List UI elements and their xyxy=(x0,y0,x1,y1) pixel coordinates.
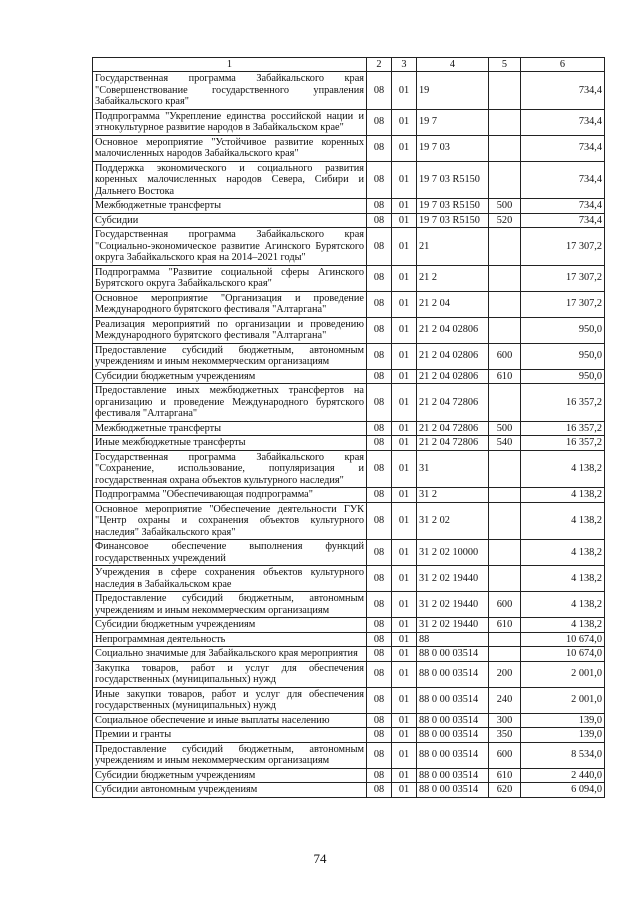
item-name-cell: Субсидии бюджетным учреждениям xyxy=(93,369,367,384)
table-row xyxy=(93,647,605,662)
item-name-cell: Предоставление субсидий бюджетным, автономным учреждениям и иным некоммерческим организациям xyxy=(93,742,367,768)
table-row xyxy=(93,768,605,783)
table-row xyxy=(93,728,605,743)
item-name-cell: Субсидии автономным учреждениям xyxy=(93,783,367,798)
target-article-cell: 21 2 04 72806 xyxy=(417,384,489,422)
table-row xyxy=(93,161,605,199)
subsection-code-cell: 01 xyxy=(392,265,417,291)
target-article-cell: 21 2 04 72806 xyxy=(417,421,489,436)
section-code-cell: 08 xyxy=(367,592,392,618)
subsection-code-cell: 01 xyxy=(392,161,417,199)
section-code-cell: 08 xyxy=(367,502,392,540)
expense-type-cell xyxy=(489,317,521,343)
target-article-cell: 88 0 00 03514 xyxy=(417,647,489,662)
amount-cell: 4 138,2 xyxy=(521,540,605,566)
item-name-cell: Социальное обеспечение и иные выплаты населению xyxy=(93,713,367,728)
item-name-cell: Основное мероприятие "Организация и проведение Международного бурятского фестиваля "Алтаргана" xyxy=(93,291,367,317)
table-row xyxy=(93,592,605,618)
amount-cell: 6 094,0 xyxy=(521,783,605,798)
target-article-cell: 88 0 00 03514 xyxy=(417,783,489,798)
header-cell: 3 xyxy=(392,58,417,72)
section-code-cell: 08 xyxy=(367,199,392,214)
target-article-cell: 88 0 00 03514 xyxy=(417,728,489,743)
expense-type-cell: 620 xyxy=(489,783,521,798)
amount-cell: 16 357,2 xyxy=(521,421,605,436)
item-name-cell: Субсидии бюджетным учреждениям xyxy=(93,768,367,783)
amount-cell: 139,0 xyxy=(521,728,605,743)
subsection-code-cell: 01 xyxy=(392,502,417,540)
amount-cell: 734,4 xyxy=(521,72,605,110)
item-name-cell: Закупка товаров, работ и услуг для обеспечения государственных (муниципальных) нужд xyxy=(93,661,367,687)
section-code-cell: 08 xyxy=(367,369,392,384)
section-code-cell: 08 xyxy=(367,343,392,369)
expense-type-cell: 300 xyxy=(489,713,521,728)
amount-cell: 950,0 xyxy=(521,317,605,343)
item-name-cell: Предоставление субсидий бюджетным, автономным учреждениям и иным некоммерческим организациям xyxy=(93,343,367,369)
table-row xyxy=(93,265,605,291)
section-code-cell: 08 xyxy=(367,384,392,422)
target-article-cell: 19 7 03 R5150 xyxy=(417,199,489,214)
target-article-cell: 88 0 00 03514 xyxy=(417,687,489,713)
section-code-cell: 08 xyxy=(367,632,392,647)
expense-type-cell: 500 xyxy=(489,199,521,214)
target-article-cell: 21 xyxy=(417,228,489,266)
table-row xyxy=(93,450,605,488)
amount-cell: 734,4 xyxy=(521,109,605,135)
expense-type-cell: 520 xyxy=(489,213,521,228)
section-code-cell: 08 xyxy=(367,109,392,135)
subsection-code-cell: 01 xyxy=(392,384,417,422)
target-article-cell: 19 xyxy=(417,72,489,110)
subsection-code-cell: 01 xyxy=(392,369,417,384)
subsection-code-cell: 01 xyxy=(392,783,417,798)
table-row xyxy=(93,213,605,228)
section-code-cell: 08 xyxy=(367,728,392,743)
target-article-cell: 88 0 00 03514 xyxy=(417,742,489,768)
table-row xyxy=(93,199,605,214)
amount-cell: 17 307,2 xyxy=(521,291,605,317)
section-code-cell: 08 xyxy=(367,713,392,728)
expense-type-cell xyxy=(489,632,521,647)
subsection-code-cell: 01 xyxy=(392,109,417,135)
amount-cell: 10 674,0 xyxy=(521,632,605,647)
target-article-cell: 21 2 04 72806 xyxy=(417,436,489,451)
table-row xyxy=(93,228,605,266)
amount-cell: 950,0 xyxy=(521,369,605,384)
section-code-cell: 08 xyxy=(367,228,392,266)
amount-cell: 734,4 xyxy=(521,135,605,161)
section-code-cell: 08 xyxy=(367,566,392,592)
subsection-code-cell: 01 xyxy=(392,421,417,436)
section-code-cell: 08 xyxy=(367,540,392,566)
section-code-cell: 08 xyxy=(367,742,392,768)
item-name-cell: Основное мероприятие "Устойчивое развитие коренных малочисленных народов Забайкальского края" xyxy=(93,135,367,161)
expense-type-cell: 200 xyxy=(489,661,521,687)
amount-cell: 16 357,2 xyxy=(521,436,605,451)
subsection-code-cell: 01 xyxy=(392,728,417,743)
expense-type-cell xyxy=(489,135,521,161)
expense-type-cell xyxy=(489,540,521,566)
subsection-code-cell: 01 xyxy=(392,647,417,662)
item-name-cell: Иные межбюджетные трансферты xyxy=(93,436,367,451)
subsection-code-cell: 01 xyxy=(392,436,417,451)
table-row xyxy=(93,291,605,317)
subsection-code-cell: 01 xyxy=(392,228,417,266)
item-name-cell: Поддержка экономического и социального развития коренных малочисленных народов Севера, Сибири и Дальнего Востока xyxy=(93,161,367,199)
header-cell: 5 xyxy=(489,58,521,72)
amount-cell: 734,4 xyxy=(521,213,605,228)
table-row xyxy=(93,488,605,503)
section-code-cell: 08 xyxy=(367,317,392,343)
subsection-code-cell: 01 xyxy=(392,540,417,566)
section-code-cell: 08 xyxy=(367,291,392,317)
subsection-code-cell: 01 xyxy=(392,566,417,592)
table-row xyxy=(93,317,605,343)
target-article-cell: 21 2 04 xyxy=(417,291,489,317)
header-cell: 4 xyxy=(417,58,489,72)
target-article-cell: 21 2 xyxy=(417,265,489,291)
table-row xyxy=(93,72,605,110)
table-row xyxy=(93,742,605,768)
expense-type-cell xyxy=(489,647,521,662)
table-row xyxy=(93,618,605,633)
target-article-cell: 31 2 02 19440 xyxy=(417,618,489,633)
expense-type-cell: 600 xyxy=(489,343,521,369)
expense-type-cell: 500 xyxy=(489,421,521,436)
subsection-code-cell: 01 xyxy=(392,291,417,317)
amount-cell: 139,0 xyxy=(521,713,605,728)
item-name-cell: Предоставление иных межбюджетных трансфертов на организацию и проведение Международного бурятского фестиваля "Алтаргана" xyxy=(93,384,367,422)
expense-type-cell xyxy=(489,450,521,488)
table-row xyxy=(93,783,605,798)
item-name-cell: Иные закупки товаров, работ и услуг для обеспечения государственных (муниципальных) нужд xyxy=(93,687,367,713)
expense-type-cell: 600 xyxy=(489,742,521,768)
expense-type-cell: 240 xyxy=(489,687,521,713)
table-row xyxy=(93,384,605,422)
subsection-code-cell: 01 xyxy=(392,72,417,110)
subsection-code-cell: 01 xyxy=(392,687,417,713)
target-article-cell: 31 2 02 10000 xyxy=(417,540,489,566)
subsection-code-cell: 01 xyxy=(392,317,417,343)
item-name-cell: Непрограммная деятельность xyxy=(93,632,367,647)
expense-type-cell: 350 xyxy=(489,728,521,743)
item-name-cell: Межбюджетные трансферты xyxy=(93,199,367,214)
expense-type-cell xyxy=(489,161,521,199)
amount-cell: 4 138,2 xyxy=(521,618,605,633)
amount-cell: 950,0 xyxy=(521,343,605,369)
section-code-cell: 08 xyxy=(367,436,392,451)
section-code-cell: 08 xyxy=(367,213,392,228)
amount-cell: 4 138,2 xyxy=(521,502,605,540)
item-name-cell: Государственная программа Забайкальского края "Социально-экономическое развитие Агинского Бурятского округа Забайкальского края на 2014–2021 годы" xyxy=(93,228,367,266)
target-article-cell: 19 7 03 R5150 xyxy=(417,161,489,199)
section-code-cell: 08 xyxy=(367,135,392,161)
section-code-cell: 08 xyxy=(367,450,392,488)
target-article-cell: 88 xyxy=(417,632,489,647)
subsection-code-cell: 01 xyxy=(392,618,417,633)
expense-type-cell: 540 xyxy=(489,436,521,451)
section-code-cell: 08 xyxy=(367,647,392,662)
amount-cell: 734,4 xyxy=(521,199,605,214)
amount-cell: 17 307,2 xyxy=(521,228,605,266)
section-code-cell: 08 xyxy=(367,265,392,291)
target-article-cell: 88 0 00 03514 xyxy=(417,768,489,783)
table-row xyxy=(93,369,605,384)
page-number: 74 xyxy=(313,851,327,866)
expense-type-cell: 610 xyxy=(489,768,521,783)
header-cell: 6 xyxy=(521,58,605,72)
target-article-cell: 21 2 04 02806 xyxy=(417,317,489,343)
budget-table xyxy=(92,57,605,798)
table-row xyxy=(93,135,605,161)
target-article-cell: 19 7 03 R5150 xyxy=(417,213,489,228)
expense-type-cell xyxy=(489,384,521,422)
target-article-cell: 88 0 00 03514 xyxy=(417,661,489,687)
table-row xyxy=(93,421,605,436)
amount-cell: 2 001,0 xyxy=(521,687,605,713)
item-name-cell: Субсидии xyxy=(93,213,367,228)
expense-type-cell xyxy=(489,566,521,592)
amount-cell: 4 138,2 xyxy=(521,488,605,503)
subsection-code-cell: 01 xyxy=(392,713,417,728)
item-name-cell: Государственная программа Забайкальского края "Сохранение, использование, популяризация и государственная охрана объектов культурного наследия" xyxy=(93,450,367,488)
section-code-cell: 08 xyxy=(367,618,392,633)
item-name-cell: Предоставление субсидий бюджетным, автономным учреждениям и иным некоммерческим организациям xyxy=(93,592,367,618)
item-name-cell: Подпрограмма "Обеспечивающая подпрограмма" xyxy=(93,488,367,503)
target-article-cell: 31 xyxy=(417,450,489,488)
item-name-cell: Субсидии бюджетным учреждениям xyxy=(93,618,367,633)
expense-type-cell: 600 xyxy=(489,592,521,618)
expense-type-cell: 610 xyxy=(489,618,521,633)
section-code-cell: 08 xyxy=(367,783,392,798)
expense-type-cell xyxy=(489,291,521,317)
section-code-cell: 08 xyxy=(367,768,392,783)
section-code-cell: 08 xyxy=(367,687,392,713)
amount-cell: 734,4 xyxy=(521,161,605,199)
target-article-cell: 88 0 00 03514 xyxy=(417,713,489,728)
item-name-cell: Подпрограмма "Развитие социальной сферы Агинского Бурятского округа Забайкальского края" xyxy=(93,265,367,291)
amount-cell: 10 674,0 xyxy=(521,647,605,662)
item-name-cell: Основное мероприятие "Обеспечение деятельности ГУК "Центр охраны и сохранения объектов культурного наследия" Забайкальского края" xyxy=(93,502,367,540)
target-article-cell: 19 7 xyxy=(417,109,489,135)
item-name-cell: Межбюджетные трансферты xyxy=(93,421,367,436)
table-row xyxy=(93,109,605,135)
section-code-cell: 08 xyxy=(367,488,392,503)
header-cell: 2 xyxy=(367,58,392,72)
expense-type-cell xyxy=(489,265,521,291)
subsection-code-cell: 01 xyxy=(392,213,417,228)
expense-type-cell xyxy=(489,72,521,110)
amount-cell: 16 357,2 xyxy=(521,384,605,422)
table-row xyxy=(93,502,605,540)
section-code-cell: 08 xyxy=(367,161,392,199)
subsection-code-cell: 01 xyxy=(392,343,417,369)
item-name-cell: Подпрограмма "Укрепление единства российской нации и этнокультурное развитие народов в Забайкальском крае" xyxy=(93,109,367,135)
item-name-cell: Государственная программа Забайкальского края "Совершенствование государственного управления Забайкальского края" xyxy=(93,72,367,110)
amount-cell: 8 534,0 xyxy=(521,742,605,768)
target-article-cell: 21 2 04 02806 xyxy=(417,343,489,369)
target-article-cell: 31 2 02 19440 xyxy=(417,592,489,618)
subsection-code-cell: 01 xyxy=(392,135,417,161)
item-name-cell: Социально значимые для Забайкальского края мероприятия xyxy=(93,647,367,662)
expense-type-cell xyxy=(489,488,521,503)
amount-cell: 2 001,0 xyxy=(521,661,605,687)
section-code-cell: 08 xyxy=(367,421,392,436)
table-row xyxy=(93,713,605,728)
subsection-code-cell: 01 xyxy=(392,450,417,488)
table-row xyxy=(93,540,605,566)
table-body xyxy=(93,72,605,798)
section-code-cell: 08 xyxy=(367,72,392,110)
target-article-cell: 31 2 02 19440 xyxy=(417,566,489,592)
subsection-code-cell: 01 xyxy=(392,768,417,783)
target-article-cell: 31 2 02 xyxy=(417,502,489,540)
item-name-cell: Финансовое обеспечение выполнения функций государственных учреждений xyxy=(93,540,367,566)
subsection-code-cell: 01 xyxy=(392,632,417,647)
amount-cell: 4 138,2 xyxy=(521,592,605,618)
section-code-cell: 08 xyxy=(367,661,392,687)
amount-cell: 2 440,0 xyxy=(521,768,605,783)
item-name-cell: Премии и гранты xyxy=(93,728,367,743)
target-article-cell: 19 7 03 xyxy=(417,135,489,161)
table-row xyxy=(93,436,605,451)
subsection-code-cell: 01 xyxy=(392,661,417,687)
subsection-code-cell: 01 xyxy=(392,592,417,618)
expense-type-cell xyxy=(489,502,521,540)
table-row xyxy=(93,566,605,592)
table-row xyxy=(93,632,605,647)
item-name-cell: Реализация мероприятий по организации и проведению Международного бурятского фестиваля "Алтаргана" xyxy=(93,317,367,343)
table-row xyxy=(93,343,605,369)
subsection-code-cell: 01 xyxy=(392,488,417,503)
item-name-cell: Учреждения в сфере сохранения объектов культурного наследия в Забайкальском крае xyxy=(93,566,367,592)
expense-type-cell: 610 xyxy=(489,369,521,384)
table-row xyxy=(93,661,605,687)
amount-cell: 17 307,2 xyxy=(521,265,605,291)
subsection-code-cell: 01 xyxy=(392,199,417,214)
expense-type-cell xyxy=(489,228,521,266)
amount-cell: 4 138,2 xyxy=(521,566,605,592)
target-article-cell: 31 2 xyxy=(417,488,489,503)
header-cell: 1 xyxy=(93,58,367,72)
target-article-cell: 21 2 04 02806 xyxy=(417,369,489,384)
amount-cell: 4 138,2 xyxy=(521,450,605,488)
table-row xyxy=(93,687,605,713)
expense-type-cell xyxy=(489,109,521,135)
subsection-code-cell: 01 xyxy=(392,742,417,768)
table-header-row xyxy=(93,58,605,72)
